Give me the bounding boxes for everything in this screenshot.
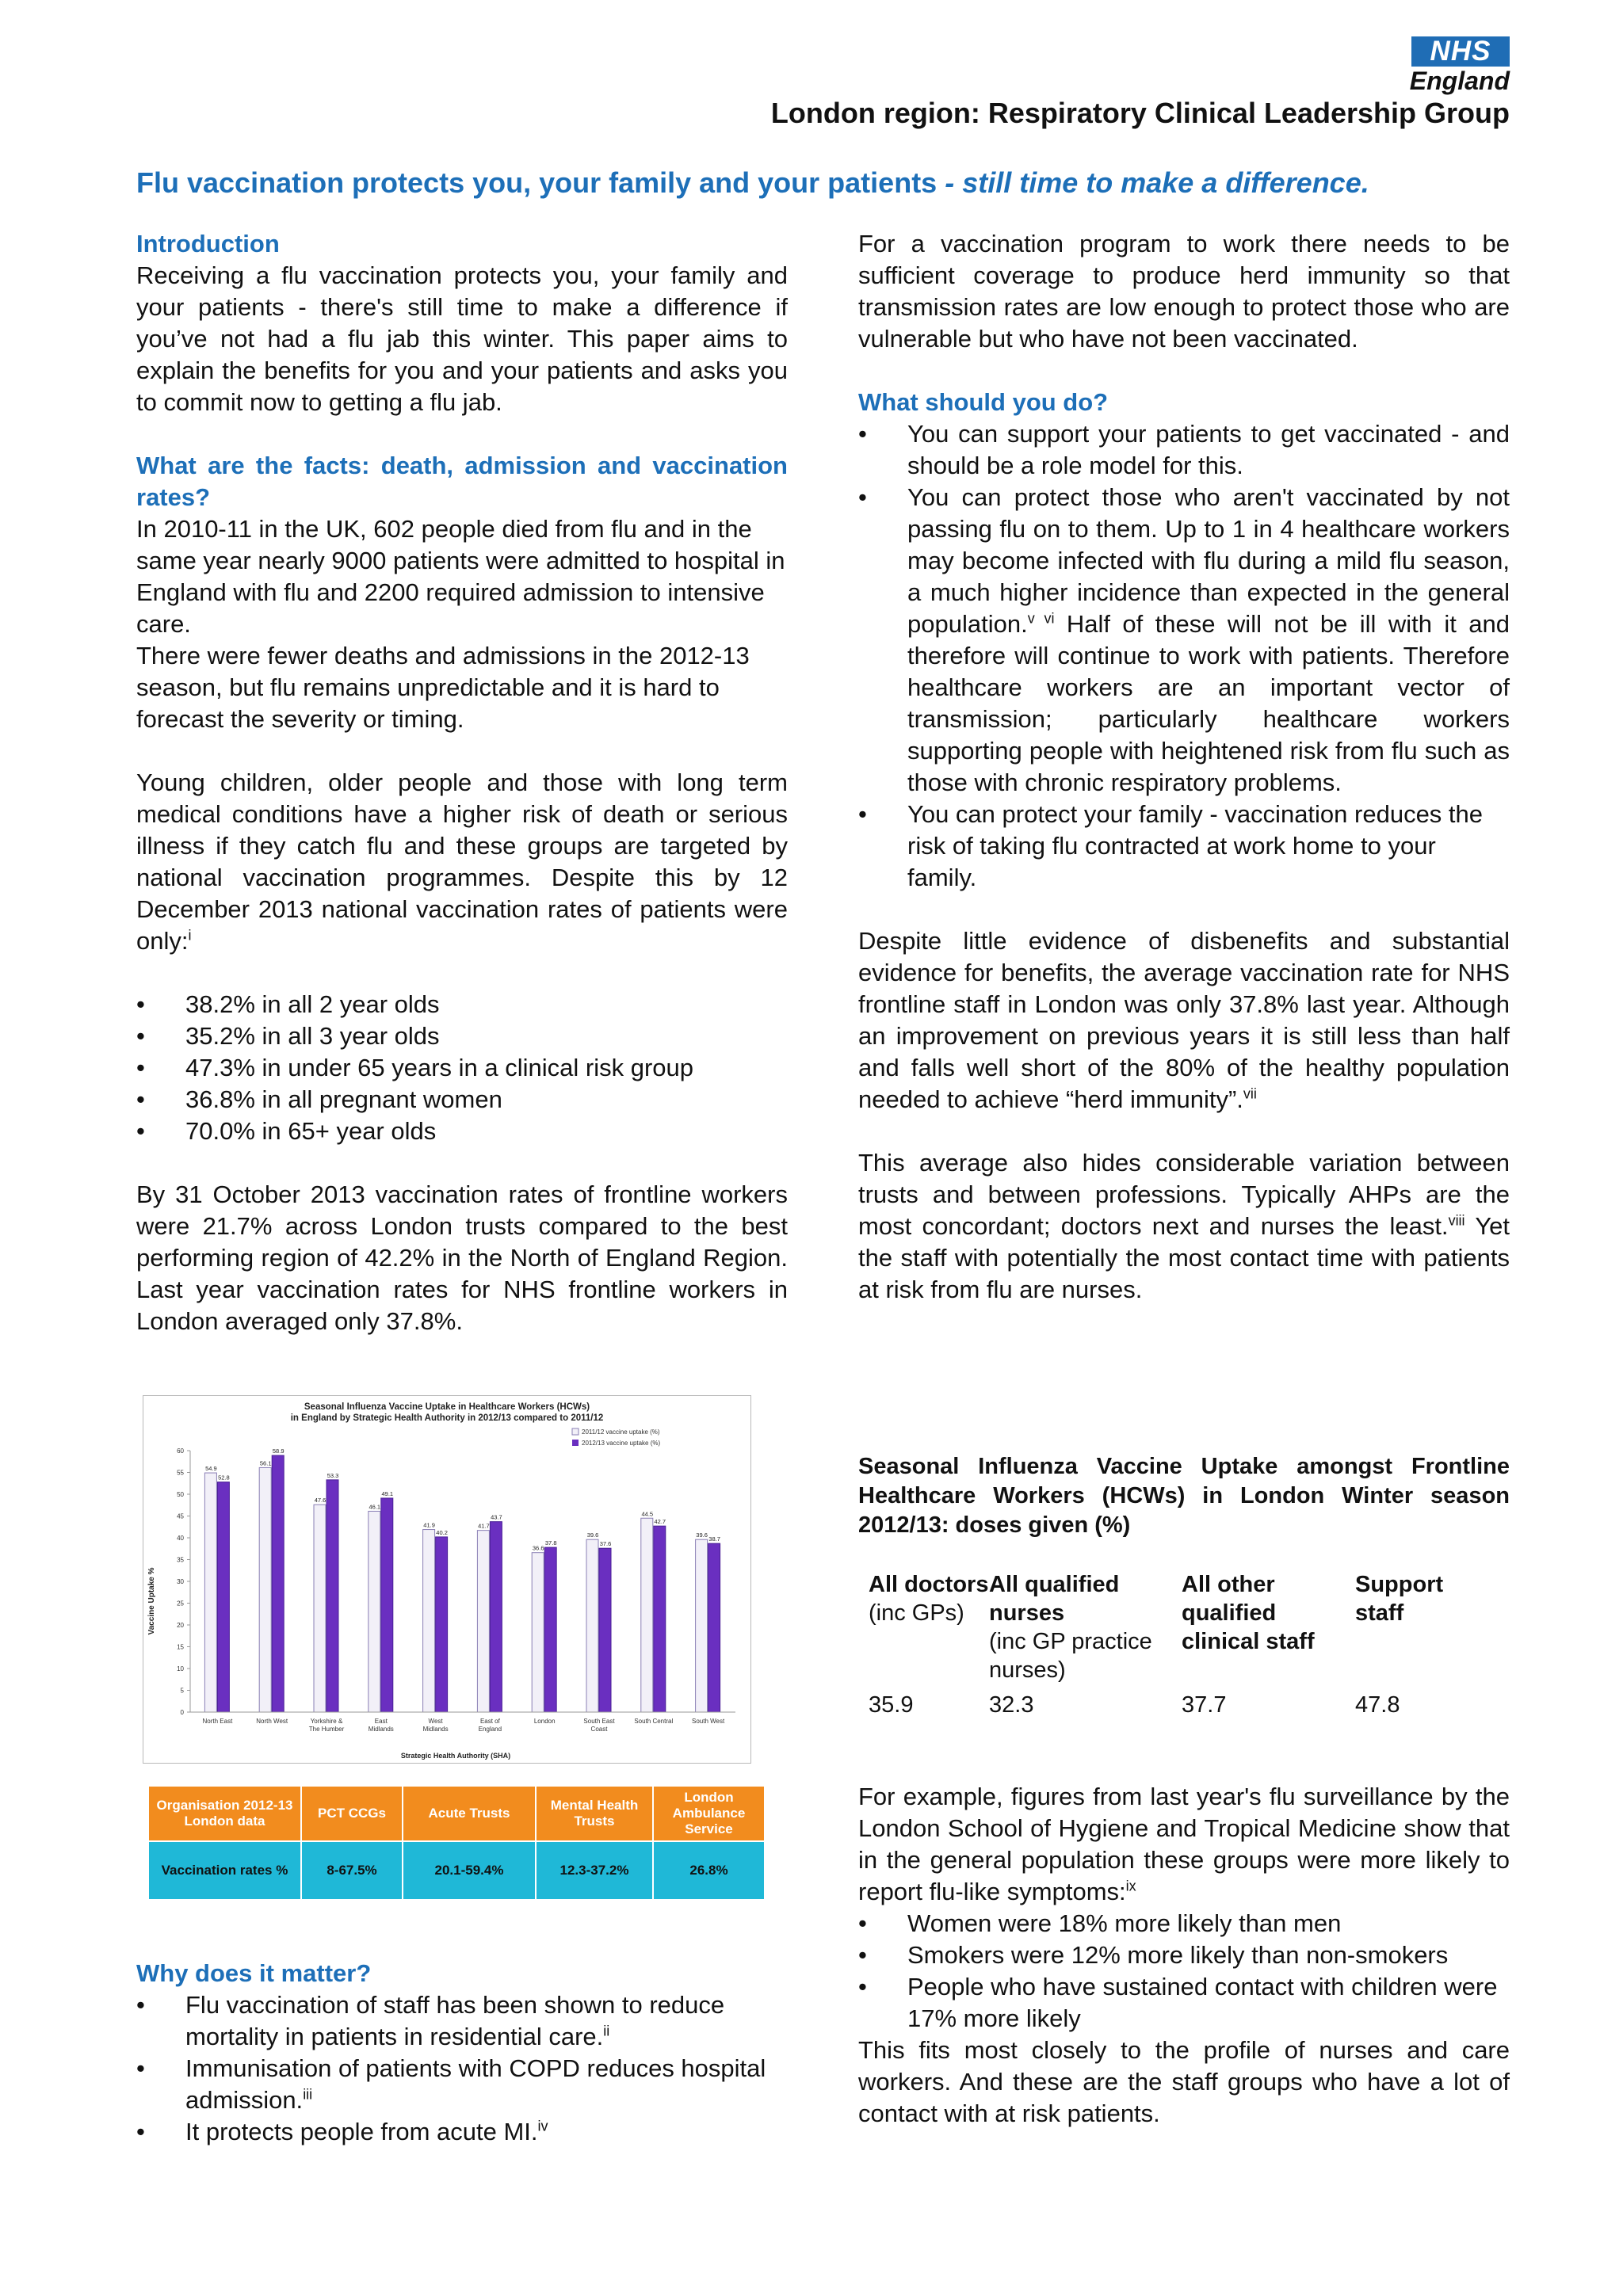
y-tick-label: 60 [177,1447,184,1455]
despite-body: Despite little evidence of disbenefits and substantial evidence for benefits, the average vaccination rate for NHS frontline staff in London was only 37.8% last year. Although an improvement on previous years it is still less than half and falls well short of the 80% of the healthy population needed to achieve “herd immunity”. [858,927,1510,1113]
table-cell: 37.7 [1182,1692,1227,1718]
page-title [136,166,1369,200]
bar-value-label: 37.8 [544,1539,557,1547]
header-note: (inc GPs) [869,1600,964,1626]
bar [327,1480,338,1712]
bar [586,1539,598,1712]
risk-groups-body: Young children, older people and those with long term medical conditions have a higher risk of death or serious illness if they catch flu and these groups are targeted by national vaccination programmes. Despite this by 12 December 2013 national vaccination rates of patients were only: [136,769,788,955]
list-item-text-continued: Half of these will not be ill with it and therefore will continue to work with patients. Therefore healthcare workers are an important vector of transmission; particularly healthcare workers supporting people with heightened risk from flu such as those with chronic respiratory problems. [907,610,1510,796]
x-tick-label: South Central [634,1718,674,1725]
list-item [136,1989,788,2053]
table-header-cell: Organisation 2012-13 London data [148,1786,301,1841]
y-tick-label: 25 [177,1600,184,1608]
list-item [858,799,1510,894]
x-tick-label: South East [583,1718,615,1725]
list-item [136,1084,788,1116]
header-label: All doctors [869,1572,989,1597]
x-tick-label: The Humber [308,1726,345,1733]
bar [599,1548,611,1712]
footnote-ref: viii [1448,1212,1465,1229]
chart-title-line-1: Seasonal Influenza Vaccine Uptake in Healthcare Workers (HCWs) [304,1402,590,1412]
table-header-row [869,1570,1479,1684]
bar-value-label: 43.7 [491,1513,502,1521]
x-tick-label: West [428,1718,443,1725]
table-header-cell: London Ambulance Service [653,1786,765,1841]
bullet-icon: • [136,1117,145,1145]
chart-x-axis-label: Strategic Health Authority (SHA) [400,1752,511,1760]
list-item-text: People who have sustained contact with children were 17% more likely [907,1973,1498,2032]
x-tick-label: Midlands [422,1726,449,1733]
average-body-continued: Yet the staff with potentially the most contact time with patients at risk from flu are nurses. [858,1212,1510,1303]
bullet-icon: • [136,1085,145,1113]
y-tick-label: 0 [180,1709,184,1716]
list-item-text: 36.8% in all pregnant women [185,1085,502,1113]
bar-value-label: 46.1 [369,1503,381,1511]
table-header-cell [1355,1570,1479,1684]
average-body: This average also hides considerable variation between trusts and between professions. Typically AHPs are the most concordant; doctors next and nurses the least. [858,1149,1510,1240]
list-item-text: 38.2% in all 2 year olds [185,990,440,1018]
table-cell: 47.8 [1355,1692,1400,1718]
nhs-logo-subtitle: England [1409,67,1510,95]
risk-groups-text [136,767,788,957]
header-label: All qualified nurses [989,1572,1120,1626]
table-cell: 20.1-59.4% [403,1841,536,1900]
list-item [136,2053,788,2116]
list-item [858,418,1510,482]
bullet-icon: • [858,1909,867,1937]
bullet-icon: • [858,1973,867,2000]
bar-value-label: 52.8 [218,1474,230,1482]
y-tick-label: 5 [180,1687,184,1695]
header-label: All other qualified clinical staff [1182,1572,1315,1654]
vaccination-rates-list [136,989,788,1147]
october-rates-text: By 31 October 2013 vaccination rates of frontline workers were 21.7% across London trusts compared to the best performing region of 42.2% in the North of England Region. Last year vaccination rates for NHS frontline workers in London averaged only 37.8%. [136,1180,788,1335]
x-tick-label: London [533,1718,556,1725]
legend-label-2011: 2011/12 vaccine uptake (%) [582,1428,660,1436]
bar-value-label: 36.6 [532,1544,544,1552]
bar [477,1531,489,1712]
table-header-cell [989,1570,1182,1684]
x-tick-label: East [374,1718,388,1725]
vaccine-uptake-chart [143,1395,751,1764]
closing-text: This fits most closely to the profile of nurses and care workers. And these are the staff groups who have a lot of contact with at risk patients. [858,2036,1510,2127]
bar [314,1505,326,1712]
table-header-cell [1182,1570,1355,1684]
y-tick-label: 10 [177,1665,184,1672]
table-cell: 35.9 [869,1692,914,1718]
bullet-icon: • [858,483,867,511]
table-header-cell [869,1570,989,1684]
bar [708,1543,720,1712]
y-tick-label: 15 [177,1643,184,1651]
why-heading: Why does it matter? [136,1959,372,1987]
bar-value-label: 56.1 [259,1459,272,1467]
list-item [136,1020,788,1052]
table-header-row [148,1786,765,1841]
bar-value-label: 53.3 [327,1471,339,1479]
list-item-text: Women were 18% more likely than men [907,1909,1342,1937]
symptoms-list [858,1908,1510,2035]
list-item-text: You can protect your family - vaccination reduces the risk of taking flu contracted at work home to your family. [907,800,1484,891]
staff-table-title: Seasonal Influenza Vaccine Uptake amongst Frontline Healthcare Workers (HCWs) in London Winter season 2012/13: doses given (%) [858,1454,1510,1538]
list-item-text: It protects people from acute MI. [185,2118,538,2145]
x-tick-label: North East [202,1718,233,1725]
x-tick-label: Coast [590,1726,608,1733]
list-item [136,2116,788,2148]
header-title: London region: Respiratory Clinical Leadership Group [770,97,1510,129]
bullet-icon: • [136,1991,145,2019]
y-tick-label: 50 [177,1491,184,1498]
bar-value-label: 54.9 [205,1465,217,1473]
bar [217,1482,229,1712]
what-to-do-list [858,418,1510,894]
bar [204,1473,216,1712]
bar-value-label: 37.6 [599,1540,612,1548]
x-tick-label: England [478,1726,502,1733]
bar-value-label: 38.7 [708,1535,720,1543]
bar [490,1522,502,1712]
footnote-ref: v vi [1027,610,1055,627]
bar [654,1526,666,1712]
header-label: Support staff [1355,1572,1444,1626]
list-item-text: Flu vaccination of staff has been shown to reduce mortality in patients in residential care. [185,1991,725,2050]
list-item-text: You can support your patients to get vaccinated - and should be a role model for this. [907,420,1510,479]
bullet-icon: • [858,1941,867,1969]
list-item-text: Smokers were 12% more likely than non-smokers [907,1941,1449,1969]
left-column [136,228,788,1337]
bar-value-label: 44.5 [641,1510,654,1518]
list-item [858,1939,1510,1971]
bullet-icon: • [858,800,867,828]
page-title-emphasis: - still time to make a difference. [937,166,1369,199]
chart-y-axis-label: Vaccine Uptake % [147,1567,156,1635]
table-cell: 12.3-37.2% [536,1841,653,1900]
list-item [136,989,788,1020]
bar [532,1553,544,1712]
list-item [858,482,1510,799]
bar [436,1537,448,1712]
bar-value-label: 40.2 [436,1528,448,1536]
intro-heading: Introduction [136,230,280,257]
list-item [858,1908,1510,1939]
facts-heading: What are the facts: death, admission and vaccination rates? [136,452,788,511]
bar [381,1498,393,1712]
nhs-logo: NHS [1411,36,1510,67]
why-section [136,1958,788,2148]
bar [641,1518,653,1712]
legend-swatch-2012 [572,1440,579,1446]
bar-value-label: 42.7 [654,1518,666,1526]
facts-paragraph-2: There were fewer deaths and admissions in the 2012-13 season, but flu remains unpredictable and it is hard to forecast the severity or timing. [136,642,750,733]
table-header-cell: Acute Trusts [403,1786,536,1841]
legend-swatch-2011 [572,1428,579,1435]
coverage-text: For a vaccination program to work there needs to be sufficient coverage to produce herd immunity so that transmission rates are low enough to protect those who are vulnerable but who have not been vaccinated. [858,230,1510,353]
y-tick-label: 40 [177,1535,184,1542]
bar [423,1530,435,1712]
footnote-ref: iii [303,2086,313,2103]
bullet-icon: • [858,420,867,448]
x-tick-label: South West [691,1718,725,1725]
facts-paragraph-1: In 2010-11 in the UK, 602 people died from flu and in the same year nearly 9000 patients were admitted to hospital in England with flu and 2200 required admission to intensive care. [136,515,785,638]
table-cell: Vaccination rates % [148,1841,301,1900]
why-list [136,1989,788,2148]
bar-value-label: 47.6 [314,1497,327,1505]
despite-text [858,925,1510,1116]
y-tick-label: 30 [177,1578,184,1585]
table-cell: 32.3 [989,1692,1034,1718]
bullet-icon: • [136,1022,145,1050]
y-tick-label: 55 [177,1469,184,1477]
table-cell: 8-67.5% [301,1841,403,1900]
right-column [858,228,1510,1306]
bar-value-label: 41.7 [478,1522,490,1530]
list-item-text: Immunisation of patients with COPD reduces hospital admission. [185,2054,766,2114]
bullet-icon: • [136,1054,145,1081]
page-title-main: Flu vaccination protects you, your family and your patients [136,166,938,199]
y-tick-label: 35 [177,1556,184,1564]
legend-label-2012: 2012/13 vaccine uptake (%) [582,1440,661,1447]
organisation-rates-table [147,1785,766,1901]
x-tick-label: East of [479,1718,500,1725]
table-row [869,1684,1479,1719]
bar-value-label: 49.1 [381,1489,394,1497]
list-item [858,1971,1510,2035]
table-header-cell: PCT CCGs [301,1786,403,1841]
footnote-ref: vii [1243,1085,1257,1102]
list-item [136,1052,788,1084]
average-variation-text [858,1147,1510,1306]
footnote-ref: iv [537,2118,548,2134]
staff-uptake-table [869,1570,1479,1719]
example-section [858,1781,1510,2130]
table-header-cell: Mental Health Trusts [536,1786,653,1841]
list-item-text: 47.3% in under 65 years in a clinical risk group [185,1054,694,1081]
bar-value-label: 39.6 [696,1531,708,1539]
list-item-text: 35.2% in all 3 year olds [185,1022,440,1050]
footnote-ref: ii [603,2023,610,2039]
footnote-ref: ix [1125,1878,1136,1894]
y-tick-label: 45 [177,1512,184,1520]
bar [696,1539,708,1712]
bullet-icon: • [136,2118,145,2145]
bullet-icon: • [136,2054,145,2082]
bar-value-label: 58.9 [272,1447,285,1455]
example-body: For example, figures from last year's flu surveillance by the London School of Hygiene and Tropical Medicine show that in the general population these groups were more likely to report flu-like symptoms: [858,1783,1510,1905]
what-to-do-heading: What should you do? [858,388,1109,416]
bar [369,1511,380,1712]
header-note: (inc GP practice nurses) [989,1629,1152,1683]
list-item [136,1116,788,1147]
table-row [148,1841,765,1900]
intro-text: Receiving a flu vaccination protects you, your family and your patients - there's still time to make a difference if you’ve not had a flu jab this winter. This paper aims to explain the benefits for you and your patients and asks you to commit now to getting a flu jab. [136,261,788,416]
bar-value-label: 41.9 [423,1521,435,1529]
y-tick-label: 20 [177,1622,184,1629]
bar [272,1455,284,1712]
x-tick-label: Yorkshire & [310,1718,343,1725]
bar [259,1467,271,1712]
x-tick-label: North West [256,1718,288,1725]
bar-value-label: 39.6 [586,1531,599,1539]
chart-title-line-2: in England by Strategic Health Authority in 2012/13 compared to 2011/12 [290,1413,604,1423]
table-cell: 26.8% [653,1841,765,1900]
example-text [858,1781,1510,1908]
list-item-text: 70.0% in 65+ year olds [185,1117,437,1145]
list-item-text: You can protect those who aren't vaccinated by not passing flu on to them. Up to 1 in 4 healthcare workers may become infected with flu during a mild flu season, a much higher incidence than expected in the general population. [907,483,1510,638]
footnote-ref: i [188,927,192,944]
bar [544,1547,556,1712]
bullet-icon: • [136,990,145,1018]
x-tick-label: Midlands [368,1726,394,1733]
